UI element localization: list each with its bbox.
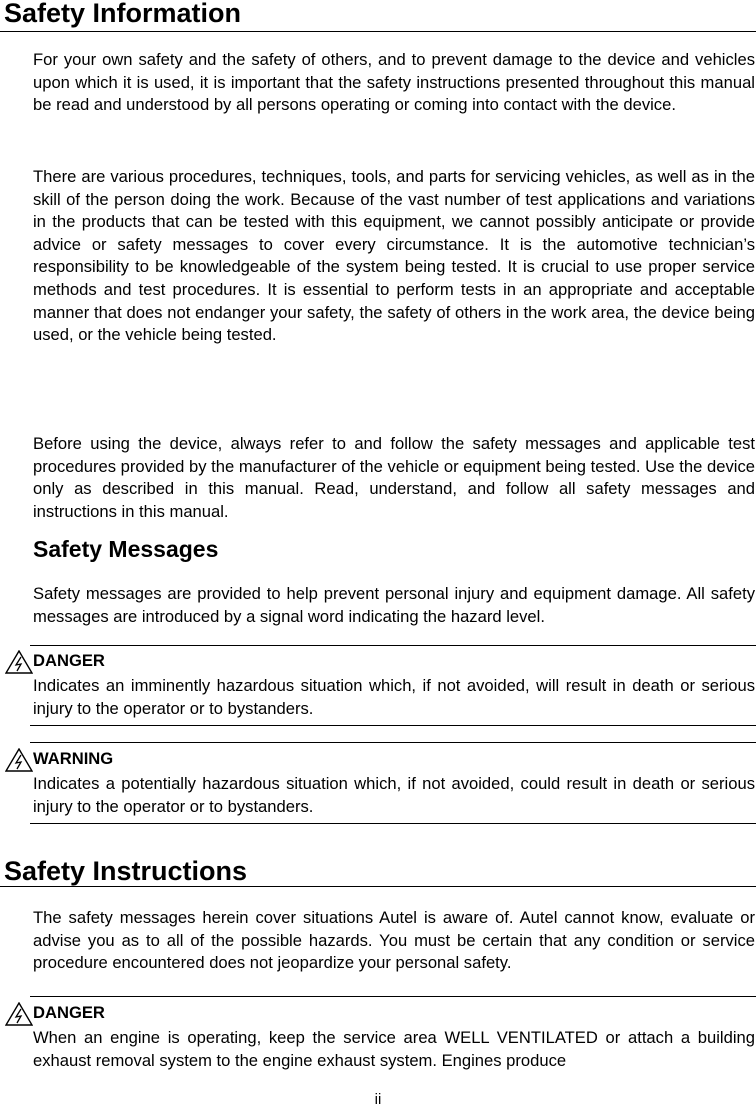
signal-word-danger: DANGER — [33, 1003, 105, 1022]
subsection-title-safety-messages: Safety Messages — [33, 536, 219, 562]
divider — [30, 823, 756, 824]
section-title-safety-instructions: Safety Instructions — [4, 856, 248, 886]
signal-word-danger: DANGER — [33, 651, 105, 670]
page-number: ii — [374, 1091, 382, 1108]
section-title-underline — [0, 886, 756, 887]
paragraph: There are various procedures, techniques, tools, and parts for servicing vehicles, as well as in the skill of the person doing the work. Because of the vast number of test applications and variations in the products that can be tested with this equipment, we cannot possibly anticipate or provide advice or safety messages to cover every circumstance. It is the automotive technician’s responsibility to be knowledgeable of the system being tested. It is crucial to use proper service methods and test procedures. It is essential to perform tests in an appropriate and acceptable manner that does not endanger your safety, the safety of others in the work area, the device being used, or the vehicle being tested. — [33, 167, 755, 345]
signal-word-warning: WARNING — [33, 749, 114, 768]
warning-triangle-icon — [5, 650, 33, 674]
divider — [30, 725, 756, 726]
section-title-safety-information: Safety Information — [4, 0, 242, 28]
signal-description: Indicates an imminently hazardous situation which, if not avoided, will result in death or serious injury to the operator or to bystanders. — [33, 676, 755, 718]
paragraph: Safety messages are provided to help prevent personal injury and equipment damage. All safety messages are introduced by a signal word indicating the hazard level. — [33, 584, 755, 626]
signal-description: When an engine is operating, keep the service area WELL VENTILATED or attach a building exhaust removal system to the engine exhaust system. Engines produce — [33, 1028, 755, 1070]
paragraph: Before using the device, always refer to and follow the safety messages and applicable test procedures provided by the manufacturer of the vehicle or equipment being tested. Use the device only as described in this manual. Read, understand, and follow all safety messages and instructions in this manual. — [33, 434, 755, 521]
section-title-underline — [0, 31, 756, 32]
paragraph: For your own safety and the safety of others, and to prevent damage to the device and vehicles upon which it is used, it is important that the safety instructions presented throughout this manual be read and understood by all persons operating or coming into contact with the device. — [33, 50, 755, 115]
divider — [30, 645, 756, 646]
warning-triangle-icon — [5, 748, 33, 772]
divider — [30, 996, 756, 997]
signal-description: Indicates a potentially hazardous situation which, if not avoided, could result in death or serious injury to the operator or to bystanders. — [33, 774, 755, 816]
divider — [30, 742, 756, 743]
warning-triangle-icon — [5, 1002, 33, 1026]
paragraph: The safety messages herein cover situations Autel is aware of. Autel cannot know, evaluate or advise you as to all of the possible hazards. You must be certain that any condition or service procedure encountered does not jeopardize your personal safety. — [33, 908, 755, 973]
